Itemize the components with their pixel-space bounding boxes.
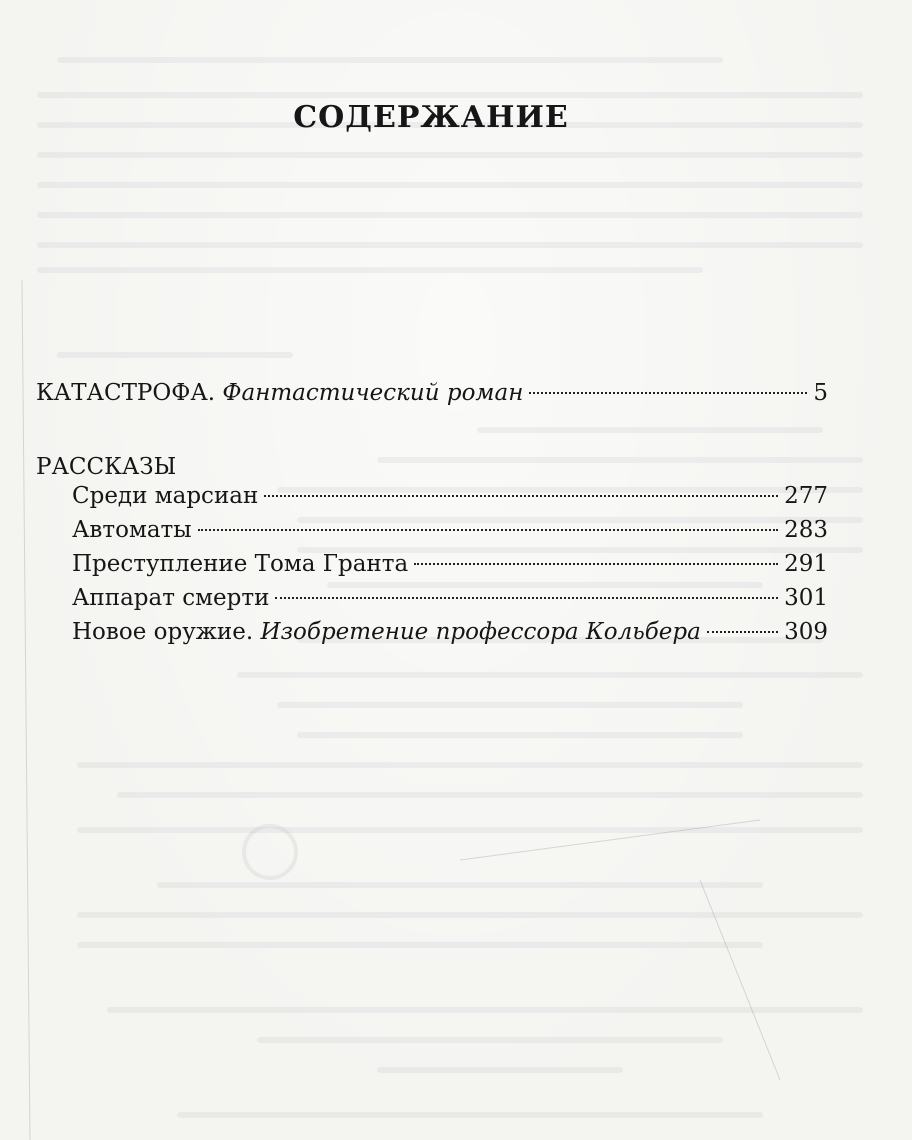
toc-entry — [72, 549, 828, 579]
toc-entry — [72, 583, 828, 613]
toc-entry — [72, 515, 828, 545]
dot-leader — [707, 631, 778, 633]
dot-leader — [264, 495, 778, 497]
toc-entry — [72, 617, 828, 647]
toc-entry-main — [36, 378, 828, 408]
toc-entry-label: Автоматы — [72, 517, 192, 543]
toc-page-number: 283 — [784, 517, 828, 543]
toc-entry — [72, 481, 828, 511]
toc-page-number: 291 — [784, 551, 828, 577]
toc-entry-label: КАТАСТРОФА. Фантастический роман — [36, 380, 524, 406]
dot-leader — [275, 597, 778, 599]
toc-page-number: 5 — [813, 380, 828, 406]
page-title: СОДЕРЖАНИЕ — [293, 100, 569, 135]
toc-entry-label: Преступление Тома Гранта — [72, 551, 409, 577]
toc-entry-label: Среди марсиан — [72, 483, 259, 509]
dot-leader — [529, 392, 807, 394]
toc-page-number: 309 — [784, 619, 828, 645]
toc-page-number: 301 — [784, 585, 828, 611]
toc-page-number: 277 — [784, 483, 828, 509]
toc-entry-label: Аппарат смерти — [72, 585, 270, 611]
toc-entry-label: Новое оружие. Изобретение профессора Кольбера — [72, 619, 701, 645]
section-heading: РАССКАЗЫ — [36, 454, 177, 480]
dot-leader — [198, 529, 779, 531]
dot-leader — [414, 563, 778, 565]
